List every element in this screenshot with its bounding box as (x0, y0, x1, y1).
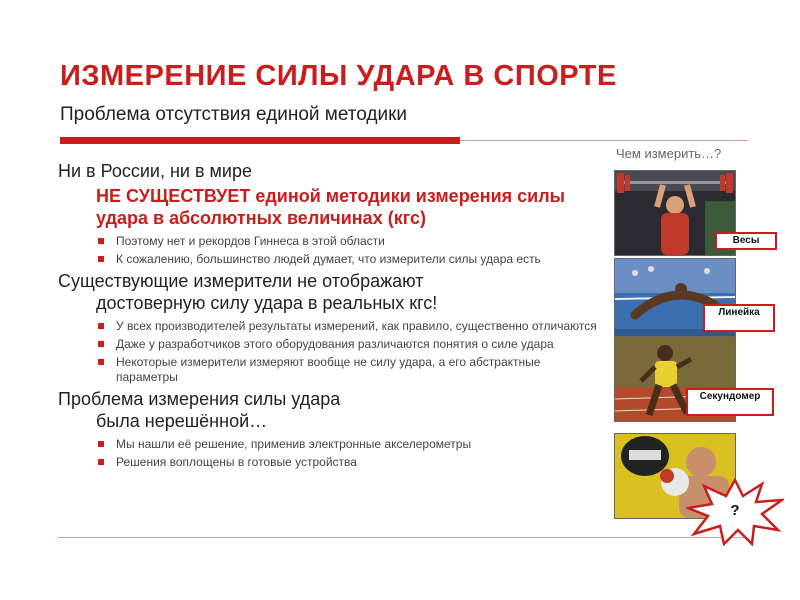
list-item-text: Поэтому нет и рекордов Гиннеса в этой области (116, 234, 385, 248)
tag-stopwatch: Секундомер (686, 388, 774, 416)
tag-ruler: Линейка (703, 304, 775, 332)
section2-bullets (58, 319, 598, 385)
bullet-square-icon (98, 441, 104, 447)
list-item-text: Мы нашли её решение, применив электронные акселерометры (116, 437, 472, 451)
page-title: ИЗМЕРЕНИЕ СИЛЫ УДАРА В СПОРТЕ (60, 60, 617, 92)
footer-rule (58, 537, 748, 538)
side-caption: Чем измерить…? (616, 146, 722, 161)
section3-heading-line2: была нерешённой… (96, 411, 268, 431)
bullet-square-icon (98, 459, 104, 465)
bullet-square-icon (98, 238, 104, 244)
title-underline-thin (460, 140, 748, 141)
section1-heading: Ни в России, ни в мире (58, 161, 252, 181)
page-subtitle: Проблема отсутствия единой методики (60, 104, 408, 125)
list-item-text: К сожалению, большинство людей думает, что измерители силы удара есть (116, 252, 541, 266)
section3-bullets (58, 437, 598, 470)
list-item-text: Даже у разработчиков этого оборудования различаются понятия о силе удара (116, 337, 554, 351)
section1-bullets (58, 234, 598, 267)
section2-heading: Существующие измерители не отображают (58, 271, 424, 291)
bullet-square-icon (98, 359, 104, 365)
list-item-text: Некоторые измерители измеряют вообще не силу удара, а его абстрактные параметры (116, 355, 541, 384)
title-underline-thick (60, 137, 460, 144)
section3-heading: Проблема измерения силы удара (58, 389, 341, 409)
list-item (116, 355, 598, 385)
tag-scales: Весы (715, 232, 777, 250)
list-item (116, 319, 598, 334)
bullet-square-icon (98, 323, 104, 329)
list-item (116, 252, 598, 267)
bullet-square-icon (98, 341, 104, 347)
list-item-text: У всех производителей результаты измерений, как правило, существенно отличаются (116, 319, 597, 333)
section2-heading-line2: достоверную силу удара в реальных кгс! (96, 293, 438, 313)
list-item (116, 437, 598, 452)
main-content (58, 160, 598, 473)
question-mark: ? (730, 502, 740, 519)
list-item (116, 337, 598, 352)
list-item-text: Решения воплощены в готовые устройства (116, 455, 357, 469)
list-item (116, 234, 598, 249)
list-item (116, 455, 598, 470)
bullet-square-icon (98, 256, 104, 262)
section1-emphasis: НЕ СУЩЕСТВУЕТ единой методики измерения силы удара в абсолютных величинах (кгс) (96, 186, 566, 228)
